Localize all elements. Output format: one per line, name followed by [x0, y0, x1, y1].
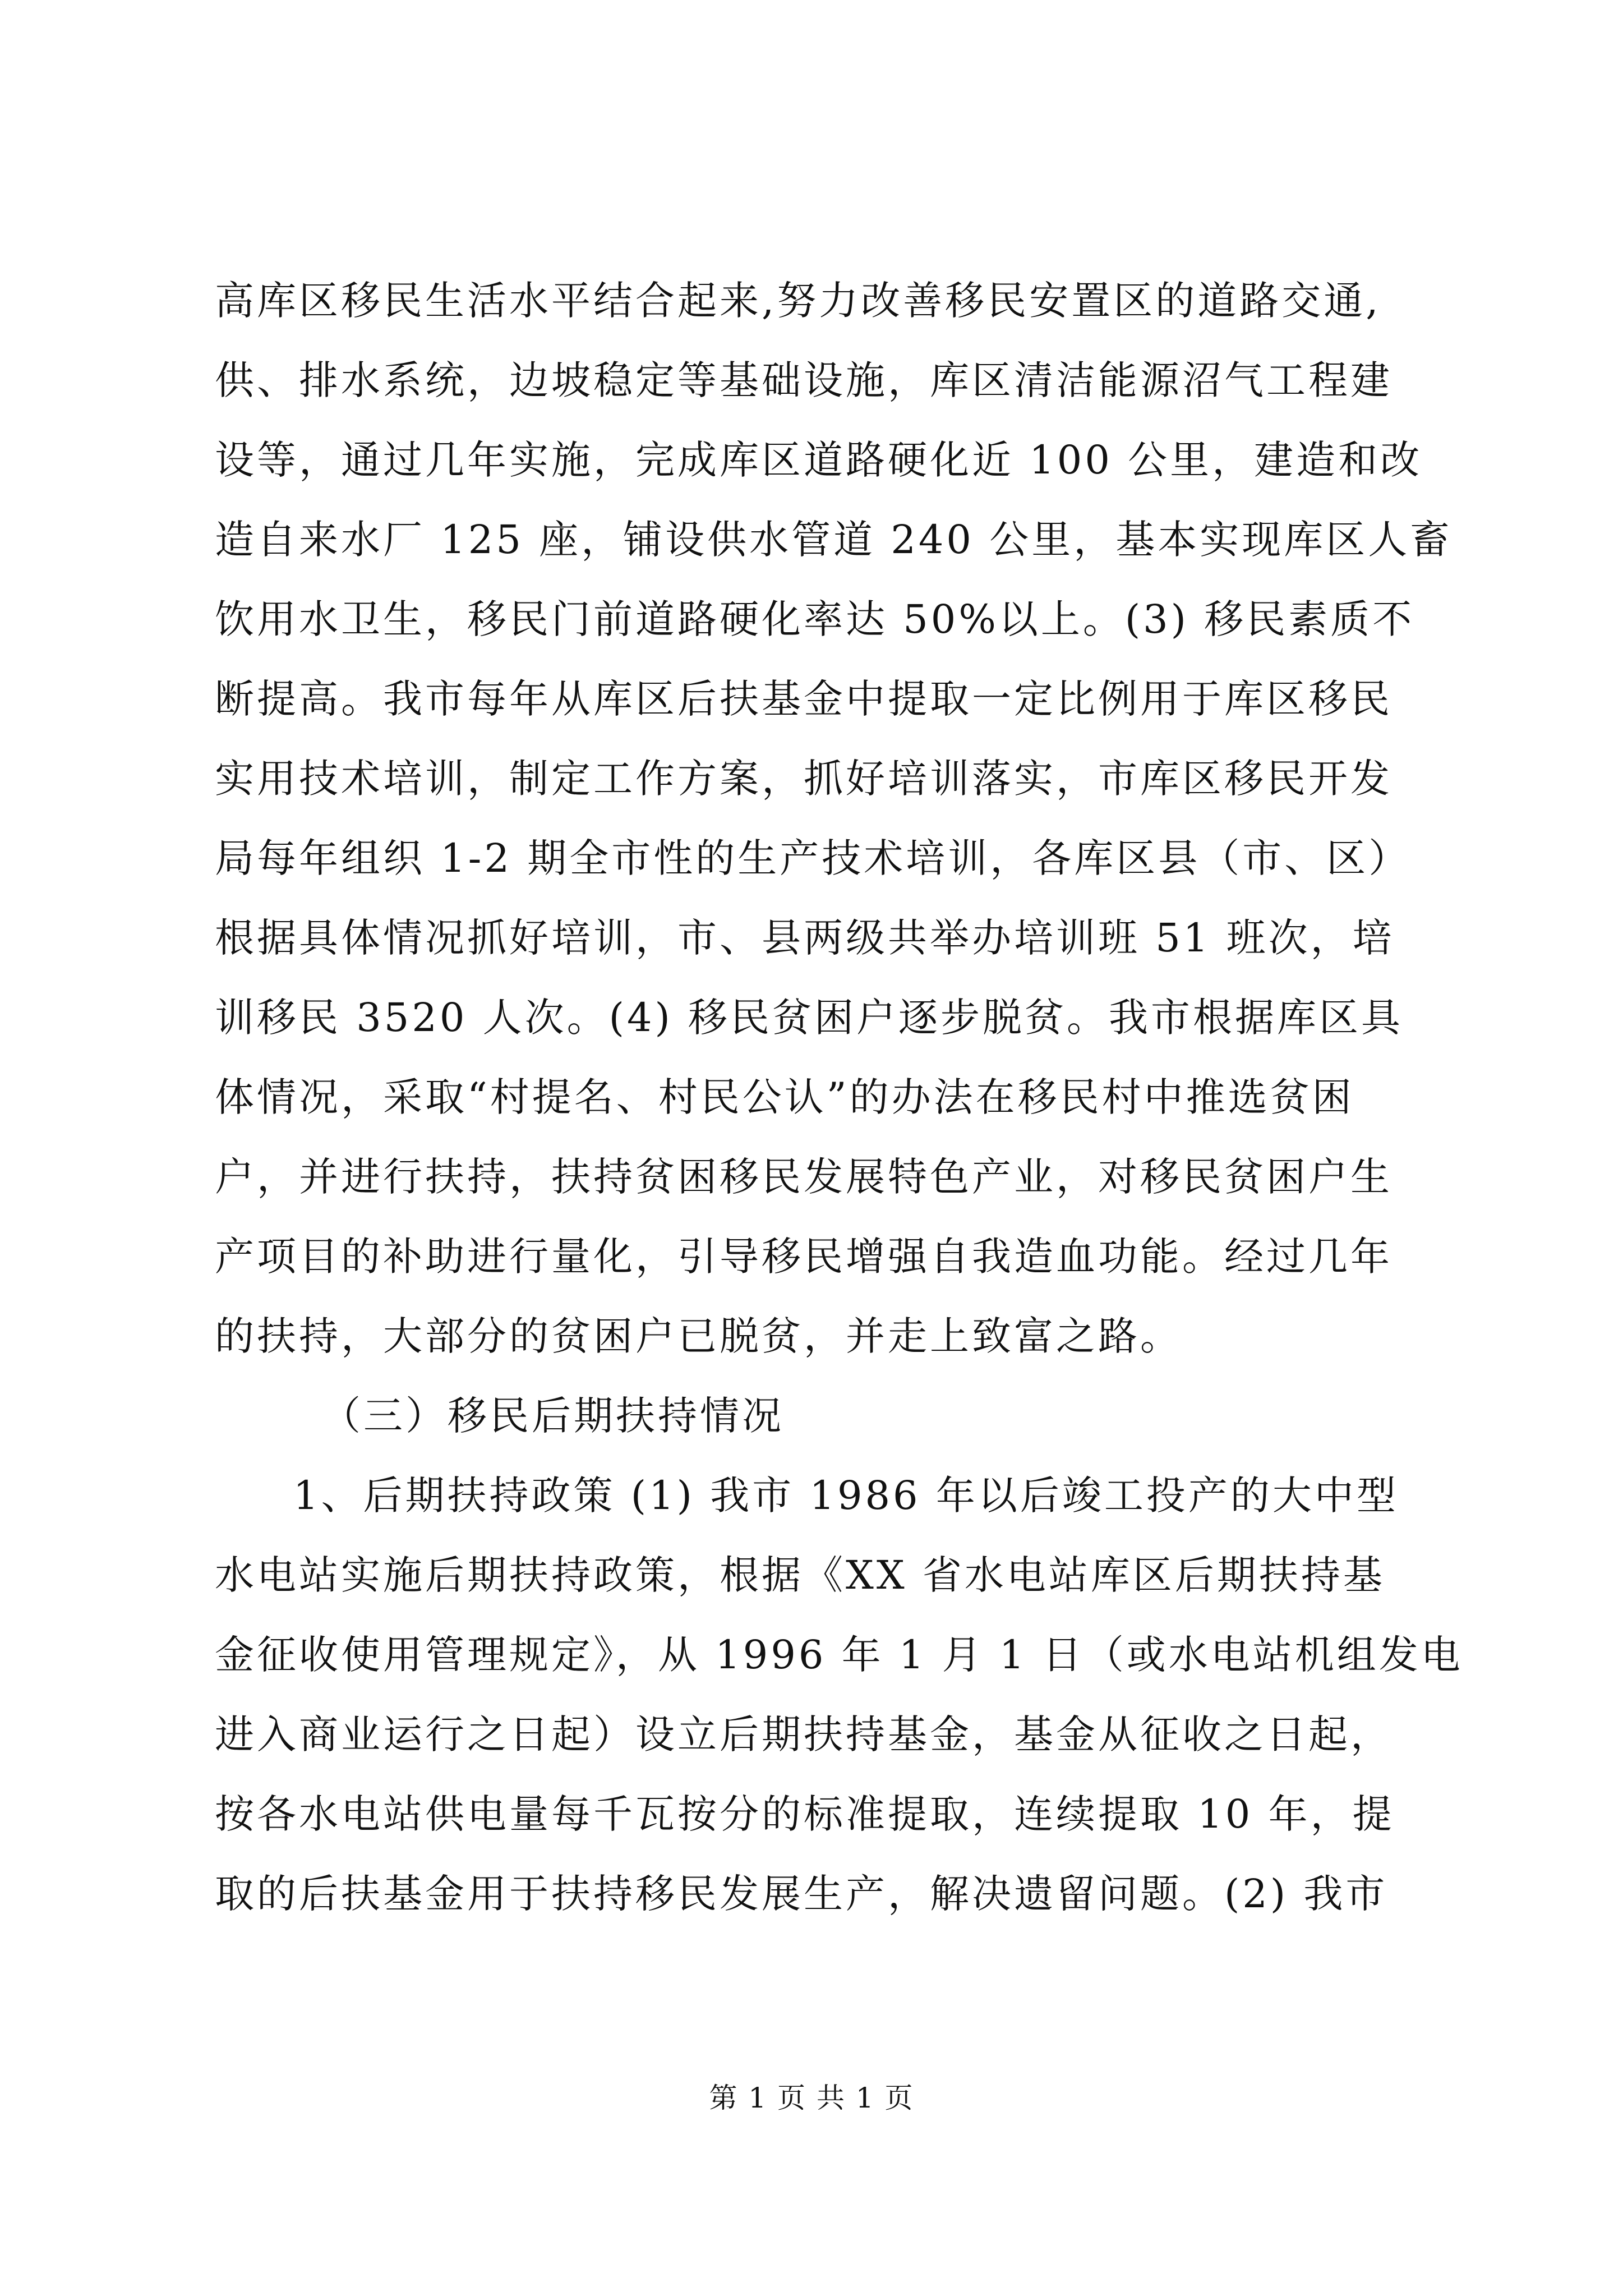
paragraph-line: 体情况，采取“村提名、村民公认”的办法在移民村中推选贫困	[215, 1074, 1354, 1120]
paragraph-line: 根据具体情况抓好培训，市、县两级共举办培训班 51 班次，培	[215, 915, 1395, 961]
paragraph-line: 实用技术培训，制定工作方案，抓好培训落实，市库区移民开发	[215, 756, 1393, 802]
paragraph-line: 进入商业运行之日起）设立后期扶持基金，基金从征收之日起，	[215, 1711, 1393, 1757]
document-body	[215, 261, 1463, 1934]
paragraph-line: 局每年组织 1-2 期全市性的生产技术培训，各库区县（市、区）	[215, 835, 1411, 881]
paragraph-line: 造自来水厂 125 座，铺设供水管道 240 公里，基本实现库区人畜	[215, 517, 1453, 563]
paragraph-line: 按各水电站供电量每千瓦按分的标准提取，连续提取 10 年，提	[215, 1791, 1395, 1837]
paragraph-line: 的扶持，大部分的贫困户已脱贫，并走上致富之路。	[215, 1313, 1182, 1359]
paragraph-line: 1、后期扶持政策 (1) 我市 1986 年以后竣工投产的大中型	[293, 1473, 1399, 1519]
paragraph-line: 供、排水系统，边坡稳定等基础设施，库区清洁能源沼气工程建	[215, 357, 1393, 403]
paragraph-line: 训移民 3520 人次。(4) 移民贫困户逐步脱贫。我市根据库区具	[215, 995, 1404, 1041]
paragraph-line: 水电站实施后期扶持政策，根据《XX 省水电站库区后期扶持基	[215, 1552, 1385, 1598]
section-heading: （三）移民后期扶持情况	[321, 1393, 784, 1439]
page-footer: 第 1 页 共 1 页	[709, 2082, 914, 2114]
paragraph-line: 饮用水卫生，移民门前道路硬化率达 50%以上。(3) 移民素质不	[215, 596, 1415, 642]
paragraph-line: 高库区移民生活水平结合起来,努力改善移民安置区的道路交通,	[215, 278, 1381, 324]
paragraph-line: 取的后扶基金用于扶持移民发展生产，解决遗留问题。(2) 我市	[215, 1871, 1388, 1917]
paragraph-line: 产项目的补助进行量化，引导移民增强自我造血功能。经过几年	[215, 1234, 1393, 1280]
paragraph-line: 户，并进行扶持，扶持贫困移民发展特色产业，对移民贫困户生	[215, 1154, 1393, 1200]
paragraph-line: 断提高。我市每年从库区后扶基金中提取一定比例用于库区移民	[215, 676, 1393, 722]
paragraph-line: 金征收使用管理规定》，从 1996 年 1 月 1 日（或水电站机组发电	[215, 1632, 1463, 1678]
paragraph-line: 设等，通过几年实施，完成库区道路硬化近 100 公里，建造和改	[215, 437, 1423, 483]
